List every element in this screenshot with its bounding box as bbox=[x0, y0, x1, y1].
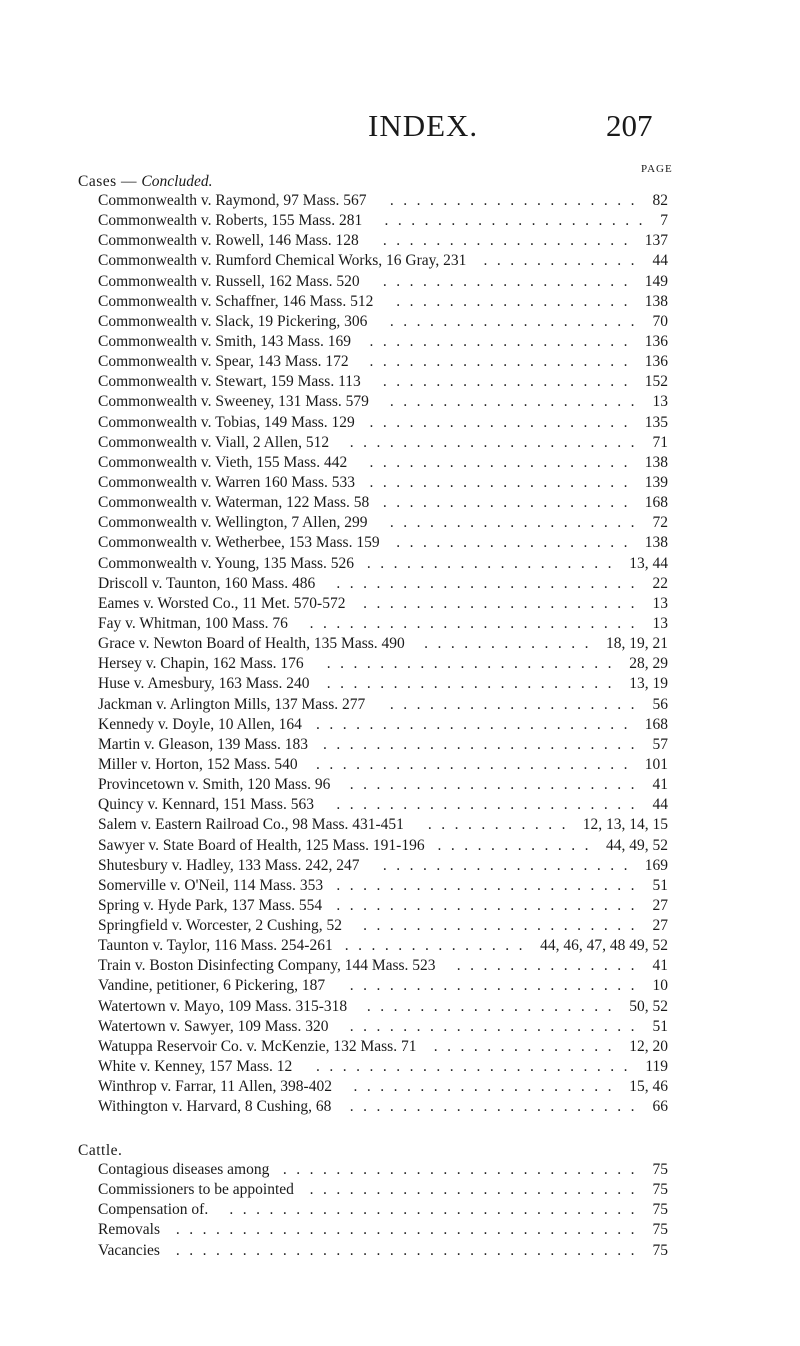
leader-dots: ................... bbox=[382, 373, 637, 391]
leader-dots: ..................... bbox=[363, 917, 644, 935]
index-entry bbox=[98, 1241, 668, 1261]
index-entry bbox=[98, 695, 668, 715]
entry-page-ref: 75 bbox=[652, 1161, 668, 1178]
entry-text: Hersey v. Chapin, 162 Mass. 176 bbox=[98, 655, 304, 673]
index-entry bbox=[98, 1180, 668, 1200]
entry-text: Commonwealth v. Stewart, 159 Mass. 113 bbox=[98, 373, 361, 391]
index-entry bbox=[98, 916, 668, 936]
entry-text: Salem v. Eastern Railroad Co., 98 Mass. 431-451 bbox=[98, 816, 404, 834]
entry-text: Commonwealth v. Tobias, 149 Mass. 129 bbox=[98, 413, 355, 431]
leader-dots: ...................... bbox=[349, 776, 644, 794]
entry-text: Train v. Boston Disinfecting Company, 144 Mass. 523 bbox=[98, 957, 436, 975]
index-entry bbox=[98, 211, 668, 231]
leader-dots: ..................... bbox=[363, 594, 644, 612]
entry-page-ref: 72 bbox=[652, 514, 668, 532]
entry-text: Kennedy v. Doyle, 10 Allen, 164 bbox=[98, 715, 302, 733]
index-entry bbox=[98, 413, 668, 433]
entry-page-ref: 56 bbox=[652, 695, 668, 713]
entry-page-ref: 10 bbox=[652, 977, 668, 995]
entry-page-ref: 137 bbox=[644, 232, 668, 250]
index-entry bbox=[98, 594, 668, 614]
entry-text: Vacancies bbox=[98, 1241, 160, 1259]
entry-page-ref: 22 bbox=[652, 574, 668, 592]
leader-dots: ........................ bbox=[316, 715, 637, 733]
entry-text: Taunton v. Taylor, 116 Mass. 254-261 bbox=[98, 937, 333, 955]
entry-text: Withington v. Harvard, 8 Cushing, 68 bbox=[98, 1098, 332, 1116]
index-entry bbox=[98, 1017, 668, 1037]
index-entry bbox=[98, 896, 668, 916]
leader-dots: .................. bbox=[396, 534, 637, 552]
page-header bbox=[0, 108, 800, 148]
entry-text: Watertown v. Sawyer, 109 Mass. 320 bbox=[98, 1017, 329, 1035]
leader-dots: ................... bbox=[366, 997, 621, 1015]
index-entry bbox=[98, 997, 668, 1017]
entry-page-ref: 135 bbox=[644, 413, 668, 431]
entry-text: Commissioners to be appointed bbox=[98, 1181, 294, 1199]
entry-text: Commonwealth v. Raymond, 97 Mass. 567 bbox=[98, 192, 367, 209]
entry-text: Commonwealth v. Young, 135 Mass. 526 bbox=[98, 554, 355, 572]
entry-page-ref: 51 bbox=[652, 1017, 668, 1035]
leader-dots: ................... bbox=[382, 232, 637, 250]
index-entry bbox=[98, 715, 668, 735]
entry-text: Fay v. Whitman, 100 Mass. 76 bbox=[98, 614, 288, 632]
index-entry bbox=[98, 574, 668, 594]
section-heading-text: Cattle. bbox=[78, 1142, 123, 1159]
entry-text: Commonwealth v. Wetherbee, 153 Mass. 159 bbox=[98, 534, 380, 552]
entry-text: Martin v. Gleason, 139 Mass. 183 bbox=[98, 735, 308, 753]
leader-dots: ................... bbox=[389, 514, 644, 532]
entry-text: Springfield v. Worcester, 2 Cushing, 52 bbox=[98, 917, 342, 935]
entry-page-ref: 44, 49, 52 bbox=[606, 836, 668, 854]
entry-page-ref: 138 bbox=[644, 292, 668, 310]
entry-text: Eames v. Worsted Co., 11 Met. 570-572 bbox=[98, 594, 346, 612]
entry-page-ref: 75 bbox=[652, 1241, 668, 1259]
leader-dots: ....................... bbox=[336, 574, 644, 592]
index-entry bbox=[98, 876, 668, 896]
index-entry bbox=[98, 856, 668, 876]
entry-page-ref: 13, 19 bbox=[629, 675, 668, 693]
leader-dots: ......................... bbox=[309, 614, 644, 632]
entry-text: Commonwealth v. Slack, 19 Pickering, 306 bbox=[98, 312, 368, 330]
entry-page-ref: 41 bbox=[652, 957, 668, 975]
index-entry bbox=[98, 1077, 668, 1097]
entry-text: Commonwealth v. Viall, 2 Allen, 512 bbox=[98, 433, 330, 451]
entry-page-ref: 44 bbox=[652, 796, 668, 814]
entry-page-ref: 136 bbox=[644, 353, 668, 371]
index-entry bbox=[98, 332, 668, 352]
entry-text: Compensation of. bbox=[98, 1201, 209, 1219]
entry-text: Quincy v. Kennard, 151 Mass. 563 bbox=[98, 796, 314, 814]
entry-text: Commonwealth v. Sweeney, 131 Mass. 579 bbox=[98, 393, 369, 411]
entry-page-ref: 152 bbox=[644, 373, 668, 391]
entry-page-ref: 75 bbox=[652, 1201, 668, 1219]
index-entry bbox=[98, 634, 668, 654]
entry-text: Commonwealth v. Schaffner, 146 Mass. 512 bbox=[98, 292, 374, 310]
page-title: INDEX. bbox=[368, 108, 479, 143]
entry-page-ref: 41 bbox=[652, 776, 668, 794]
entry-page-ref: 168 bbox=[644, 715, 668, 733]
entry-text: Commonwealth v. Russell, 162 Mass. 520 bbox=[98, 272, 360, 290]
cases-list bbox=[98, 191, 668, 1117]
entry-page-ref: 15, 46 bbox=[629, 1078, 668, 1096]
entry-page-ref: 13 bbox=[652, 594, 668, 612]
entry-text: Huse v. Amesbury, 163 Mass. 240 bbox=[98, 675, 310, 693]
entry-page-ref: 27 bbox=[652, 917, 668, 935]
index-entry bbox=[98, 352, 668, 372]
entry-text: Commonwealth v. Rumford Chemical Works, 16 Gray, 231 bbox=[98, 252, 467, 270]
entry-page-ref: 75 bbox=[652, 1221, 668, 1239]
entry-page-ref: 13 bbox=[652, 393, 668, 411]
entry-text: Commonwealth v. Roberts, 155 Mass. 281 bbox=[98, 212, 363, 230]
entry-text: Sawyer v. State Board of Health, 125 Mass. 191-196 bbox=[98, 836, 425, 854]
index-entry bbox=[98, 795, 668, 815]
leader-dots: ................... bbox=[389, 312, 644, 330]
index-entry bbox=[98, 1037, 668, 1057]
leader-dots: ........................ bbox=[316, 755, 637, 773]
leader-dots: ................................... bbox=[175, 1221, 644, 1239]
leader-dots: ............................... bbox=[229, 1201, 644, 1219]
leader-dots: ............ bbox=[483, 252, 644, 270]
leader-dots: .................... bbox=[369, 453, 637, 471]
index-entry bbox=[98, 1057, 668, 1077]
page-number: 207 bbox=[606, 108, 653, 143]
index-entry bbox=[98, 372, 668, 392]
entry-page-ref: 136 bbox=[644, 332, 668, 350]
leader-dots: ................... bbox=[389, 192, 644, 209]
index-entry bbox=[98, 976, 668, 996]
leader-dots: .............. bbox=[456, 957, 644, 975]
entry-text: Commonwealth v. Rowell, 146 Mass. 128 bbox=[98, 232, 359, 250]
leader-dots: ................... bbox=[389, 393, 644, 411]
entry-text: Commonwealth v. Vieth, 155 Mass. 442 bbox=[98, 453, 348, 471]
index-entry bbox=[98, 473, 668, 493]
index-entry bbox=[98, 533, 668, 553]
leader-dots: ................................... bbox=[175, 1241, 644, 1259]
leader-dots: .................. bbox=[396, 292, 637, 310]
index-entry bbox=[98, 191, 668, 211]
entry-text: Provincetown v. Smith, 120 Mass. 96 bbox=[98, 776, 331, 794]
cattle-list bbox=[98, 1160, 668, 1261]
entry-page-ref: 71 bbox=[652, 433, 668, 451]
leader-dots: ........... bbox=[427, 816, 575, 834]
entry-page-ref: 18, 19, 21 bbox=[606, 635, 668, 653]
entry-page-ref: 13 bbox=[652, 614, 668, 632]
index-entry bbox=[98, 251, 668, 271]
entry-text: Watuppa Reservoir Co. v. McKenzie, 132 Mass. 71 bbox=[98, 1037, 417, 1055]
leader-dots: ...................... bbox=[326, 655, 621, 673]
index-entry bbox=[98, 674, 668, 694]
entry-text: Shutesbury v. Hadley, 133 Mass. 242, 247 bbox=[98, 856, 360, 874]
entry-page-ref: 57 bbox=[652, 735, 668, 753]
section-heading-suffix: Concluded. bbox=[141, 173, 213, 190]
leader-dots: ...................... bbox=[349, 1017, 644, 1035]
leader-dots: .................... bbox=[384, 212, 652, 230]
leader-dots: .................... bbox=[353, 1078, 621, 1096]
index-entry bbox=[98, 312, 668, 332]
entry-page-ref: 70 bbox=[652, 312, 668, 330]
entry-page-ref: 82 bbox=[652, 192, 668, 209]
index-entry bbox=[98, 1200, 668, 1220]
index-entry bbox=[98, 936, 668, 956]
section-heading-cases bbox=[78, 173, 212, 191]
entry-text: Commonwealth v. Wellington, 7 Allen, 299 bbox=[98, 514, 368, 532]
leader-dots: .............. bbox=[344, 937, 532, 955]
leader-dots: ........................ bbox=[323, 735, 644, 753]
entry-text: Jackman v. Arlington Mills, 137 Mass. 277 bbox=[98, 695, 366, 713]
entry-text: Driscoll v. Taunton, 160 Mass. 486 bbox=[98, 574, 316, 592]
entry-text: Winthrop v. Farrar, 11 Allen, 398-402 bbox=[98, 1078, 332, 1096]
leader-dots: ......................... bbox=[309, 1181, 644, 1199]
page-column-label: PAGE bbox=[641, 163, 673, 175]
entry-page-ref: 27 bbox=[652, 896, 668, 914]
entry-text: Vandine, petitioner, 6 Pickering, 187 bbox=[98, 977, 326, 995]
index-entry bbox=[98, 493, 668, 513]
entry-page-ref: 168 bbox=[644, 494, 668, 512]
index-entry bbox=[98, 614, 668, 634]
entry-text: Miller v. Horton, 152 Mass. 540 bbox=[98, 755, 298, 773]
leader-dots: .................... bbox=[369, 473, 637, 491]
entry-text: Commonwealth v. Waterman, 122 Mass. 58 bbox=[98, 494, 370, 512]
entry-page-ref: 7 bbox=[660, 212, 668, 230]
entry-page-ref: 51 bbox=[652, 876, 668, 894]
entry-page-ref: 101 bbox=[644, 755, 668, 773]
index-entry bbox=[98, 453, 668, 473]
entry-page-ref: 13, 44 bbox=[629, 554, 668, 572]
index-entry bbox=[98, 836, 668, 856]
index-entry bbox=[98, 392, 668, 412]
index-entry bbox=[98, 272, 668, 292]
entry-page-ref: 169 bbox=[644, 856, 668, 874]
index-entry bbox=[98, 1097, 668, 1117]
index-entry bbox=[98, 815, 668, 835]
entry-text: Commonwealth v. Smith, 143 Mass. 169 bbox=[98, 332, 352, 350]
leader-dots: ............. bbox=[424, 635, 598, 653]
entry-text: Watertown v. Mayo, 109 Mass. 315-318 bbox=[98, 997, 348, 1015]
entry-text: Contagious diseases among bbox=[98, 1161, 270, 1178]
leader-dots: ........................ bbox=[316, 1058, 637, 1076]
leader-dots: ....................... bbox=[336, 896, 644, 914]
leader-dots: ................... bbox=[382, 494, 637, 512]
entry-page-ref: 119 bbox=[645, 1058, 668, 1076]
leader-dots: ...................... bbox=[349, 977, 644, 995]
index-entry bbox=[98, 433, 668, 453]
leader-dots: ....................... bbox=[336, 796, 644, 814]
leader-dots: .............. bbox=[433, 1037, 621, 1055]
leader-dots: ....................... bbox=[336, 876, 644, 894]
leader-dots: ...................... bbox=[349, 1098, 644, 1116]
entry-page-ref: 12, 20 bbox=[629, 1037, 668, 1055]
entry-page-ref: 44, 46, 47, 48 49, 52 bbox=[540, 937, 668, 955]
entry-page-ref: 149 bbox=[644, 272, 668, 290]
index-entry bbox=[98, 956, 668, 976]
entry-page-ref: 138 bbox=[644, 453, 668, 471]
entry-page-ref: 50, 52 bbox=[629, 997, 668, 1015]
index-entry bbox=[98, 231, 668, 251]
entry-page-ref: 139 bbox=[644, 473, 668, 491]
index-entry bbox=[98, 1160, 668, 1180]
entry-page-ref: 75 bbox=[652, 1181, 668, 1199]
leader-dots: ............ bbox=[437, 836, 598, 854]
index-entry bbox=[98, 554, 668, 574]
index-entry bbox=[98, 292, 668, 312]
index-entry bbox=[98, 1220, 668, 1240]
leader-dots: ................... bbox=[389, 695, 644, 713]
leader-dots: ................... bbox=[382, 272, 637, 290]
entry-page-ref: 138 bbox=[644, 534, 668, 552]
leader-dots: .................... bbox=[369, 413, 637, 431]
leader-dots: ...................... bbox=[326, 675, 621, 693]
leader-dots: ...................... bbox=[349, 433, 644, 451]
index-entry bbox=[98, 775, 668, 795]
entry-text: Removals bbox=[98, 1221, 160, 1239]
entry-page-ref: 66 bbox=[652, 1098, 668, 1116]
index-entry bbox=[98, 513, 668, 533]
entry-text: Spring v. Hyde Park, 137 Mass. 554 bbox=[98, 896, 323, 914]
index-entry bbox=[98, 755, 668, 775]
section-heading-text: Cases — bbox=[78, 173, 138, 190]
leader-dots: ................... bbox=[382, 856, 637, 874]
entry-text: Somerville v. O'Neil, 114 Mass. 353 bbox=[98, 876, 324, 894]
entry-text: Grace v. Newton Board of Health, 135 Mass. 490 bbox=[98, 635, 405, 653]
entry-text: White v. Kenney, 157 Mass. 12 bbox=[98, 1058, 293, 1076]
entry-page-ref: 12, 13, 14, 15 bbox=[582, 816, 668, 834]
entry-page-ref: 28, 29 bbox=[629, 655, 668, 673]
leader-dots: ........................... bbox=[282, 1161, 644, 1178]
index-entry bbox=[98, 654, 668, 674]
leader-dots: .................... bbox=[369, 332, 637, 350]
leader-dots: ................... bbox=[366, 554, 621, 572]
index-entry bbox=[98, 735, 668, 755]
entry-text: Commonwealth v. Spear, 143 Mass. 172 bbox=[98, 353, 349, 371]
entry-page-ref: 44 bbox=[652, 252, 668, 270]
entry-text: Commonwealth v. Warren 160 Mass. 533 bbox=[98, 473, 356, 491]
leader-dots: .................... bbox=[369, 353, 637, 371]
section-heading-cattle bbox=[78, 1142, 122, 1160]
